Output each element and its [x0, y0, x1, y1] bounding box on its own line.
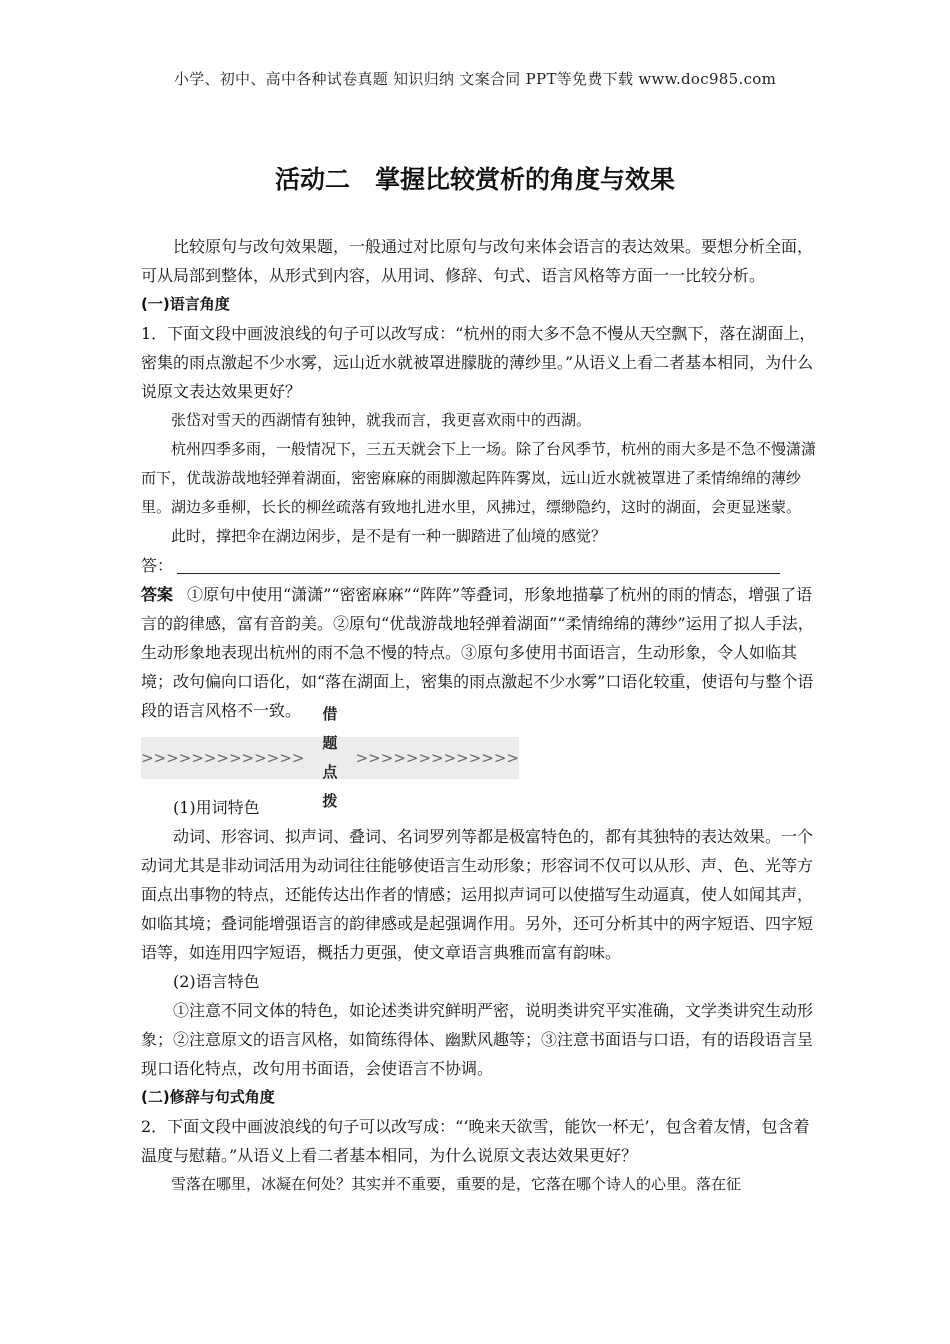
tip-lang-text: ①注意不同文体的特色，如论述类讲究鲜明严密，说明类讲究平实准确，文学类讲究生动形象；②注意原文的语言风格，如简练得体、幽默风趣等；③注意书面语与口语，有的语段语言呈现口语化特点，改句用书面语，会使语言不协调。: [141, 1001, 814, 1078]
answer-label: 答案: [141, 585, 174, 604]
tip-right-arrows: >>>>>>>>>>>>>: [355, 748, 519, 767]
passage-2-paragraph-1: 雪落在哪里，冰凝在何处？其实并不重要，重要的是，它落在哪个诗人的心里。落在征: [171, 1175, 742, 1193]
page-title: 活动二 掌握比较赏析的角度与效果: [274, 165, 675, 194]
answer-prompt: 答：: [141, 556, 174, 575]
passage-1-paragraph-3: 此时，撑把伞在湖边闲步，是不是有一种一脚踏进了仙境的感觉？: [171, 527, 607, 545]
answer-paragraph: [141, 580, 821, 725]
question-1: 1．下面文段中画波浪线的句子可以改写成：“杭州的雨大多不急不慢从天空飘下，落在湖面上，密集的雨点激起不少水雾，远山近水就被罩进朦胧的薄纱里。”从语义上看二者基本相同，为什么说原文表达效果更好？: [141, 324, 816, 401]
answer-text: ①原句中使用“潇潇”“密密麻麻”“阵阵”等叠词，形象地描摹了杭州的雨的情态，增强了语言的韵律感，富有音韵美。②原句“优哉游哉地轻弹着湖面”“柔情绵绵的薄纱”运用了拟人手法，生动形象地表现出杭州的雨不急不慢的特点。③原句多使用书面语言，生动形象，令人如临其境；改句偏向口语化，如“落在湖面上，密集的雨点激起不少水雾”口语化较重，使语句与整个语段的语言风格不一致。: [141, 585, 814, 720]
tip-title: 借题点拨: [322, 705, 338, 810]
passage-1-paragraph-1: 张岱对雪天的西湖情有独钟，就我而言，我更喜欢雨中的西湖。: [171, 411, 592, 429]
section-heading-rhetoric: (二)修辞与句式角度: [141, 1088, 275, 1106]
answer-blank-line: [141, 551, 821, 580]
passage-1-paragraph-2: 杭州四季多雨，一般情况下，三五天就会下上一场。除了台风季节，杭州的雨大多是不急不慢潇潇而下，优哉游哉地轻弹着湖面，密密麻麻的雨脚激起阵阵雾岚，远山近水就被罩进了柔情绵绵的薄纱里。湖边多垂柳，长长的柳丝疏落有致地扎进水里，风拂过，缥缈隐约，这时的湖面，会更显迷蒙。: [141, 440, 817, 516]
question-2: 2．下面文段中画波浪线的句子可以改写成：“‘晚来天欲雪，能饮一杯无’，包含着友情，包含着温度与慰藉。”从语义上看二者基本相同，为什么说原文表达效果更好？: [141, 1117, 810, 1165]
tip-word-heading: (1)用词特色: [173, 798, 260, 817]
tip-lang-heading: (2)语言特色: [173, 972, 260, 991]
page-header: 小学、初中、高中各种试卷真题 知识归纳 文案合同 PPT等免费下载 www.doc985.com: [173, 70, 777, 88]
intro-paragraph: 比较原句与改句效果题，一般通过对比原句与改句来体会语言的表达效果。要想分析全面，可从局部到整体，从形式到内容，从用词、修辞、句式、语言风格等方面一一比较分析。: [141, 237, 814, 285]
tip-left-arrows: >>>>>>>>>>>>>: [141, 748, 305, 767]
section-heading-language: (一)语言角度: [141, 295, 230, 313]
answer-rule[interactable]: [177, 552, 780, 574]
tip-word-text: 动词、形容词、拟声词、叠词、名词罗列等都是极富特色的，都有其独特的表达效果。一个动词尤其是非动词活用为动词往往能够使语言生动形象；形容词不仅可以从形、声、色、光等方面点出事物的特点，还能传达出作者的情感；运用拟声词可以使描写生动逼真，使人如闻其声，如临其境；叠词能增强语言的韵律感或是起强调作用。另外，还可分析其中的两字短语、四字短语等，如连用四字短语，概括力更强，使文章语言典雅而富有韵味。: [141, 827, 814, 962]
document-body: [141, 232, 821, 1199]
